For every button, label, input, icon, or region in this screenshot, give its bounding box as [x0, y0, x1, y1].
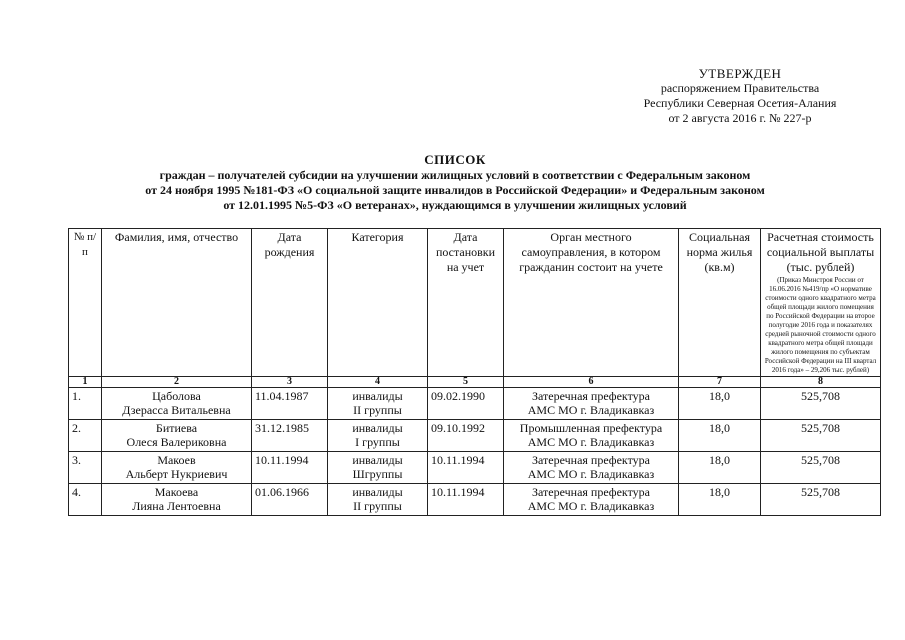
row-cost: 525,708: [761, 484, 881, 516]
document-subtitle-2: от 24 ноября 1995 №181-ФЗ «О социальной защите инвалидов в Российской Федерации» и Федеральным законом: [145, 183, 765, 197]
row-norm: 18,0: [679, 484, 761, 516]
row-category-line-1: инвалиды: [352, 421, 403, 435]
header-category: Категория: [328, 229, 428, 377]
header-cost-label: Расчетная стоимость социальной выплаты (тыс. рублей): [766, 230, 875, 274]
table-header-row: [69, 229, 881, 377]
header-num: № п/п: [69, 229, 102, 377]
row-reg-date: 09.10.1992: [428, 420, 504, 452]
row-birth: 10.11.1994: [252, 452, 328, 484]
row-category-line-2: Шгруппы: [352, 467, 403, 481]
header-norm: Социальная норма жилья (кв.м): [679, 229, 761, 377]
row-category: [328, 388, 428, 420]
row-organ-line-2: АМС МО г. Владикавказ: [527, 499, 655, 513]
header-organ: Орган местного самоуправления, в котором гражданин состоит на учете: [504, 229, 679, 377]
row-surname: Цаболова: [152, 389, 201, 403]
row-name: [102, 420, 252, 452]
row-organ-line-1: Затеречная префектура: [531, 453, 650, 467]
row-reg-date: 09.02.1990: [428, 388, 504, 420]
row-given-names: Олеся Валериковна: [126, 435, 227, 449]
row-cost: 525,708: [761, 420, 881, 452]
row-birth: 01.06.1966: [252, 484, 328, 516]
document-title: СПИСОК: [424, 152, 486, 167]
row-given-names: Лияна Лентоевна: [132, 499, 221, 513]
column-numbers-row: [69, 377, 881, 388]
row-surname: Макоева: [154, 485, 199, 499]
row-reg-date: 10.11.1994: [428, 484, 504, 516]
row-num: 2.: [69, 420, 102, 452]
row-organ-line-2: АМС МО г. Владикавказ: [527, 467, 655, 481]
row-organ-line-2: АМС МО г. Владикавказ: [527, 435, 655, 449]
row-organ: [504, 484, 679, 516]
row-organ-line-1: Промышленная префектура: [519, 421, 663, 435]
column-number: 1: [69, 377, 102, 388]
row-num: 4.: [69, 484, 102, 516]
row-organ-line-1: Затеречная префектура: [531, 389, 650, 403]
approval-heading: УТВЕРЖДЕН: [698, 66, 782, 81]
row-category-line-2: II группы: [353, 499, 402, 513]
document-subtitle-3: от 12.01.1995 №5-ФЗ «О ветеранах», нуждающимся в улучшении жилищных условий: [223, 198, 687, 212]
recipients-table: [68, 228, 881, 516]
row-surname: Макоев: [157, 453, 196, 467]
table-row: [69, 452, 881, 484]
row-category: [328, 420, 428, 452]
row-cost: 525,708: [761, 452, 881, 484]
header-birth: Дата рождения: [252, 229, 328, 377]
column-number: 7: [679, 377, 761, 388]
approval-line-3: от 2 августа 2016 г. № 227-р: [668, 111, 812, 125]
header-cost-note: (Приказ Минстроя России от 16.06.2016 №419/пр «О нормативе стоимости одного квадратного метра общей площади жилого помещения по Российской Федерации на второе полугодие 2016 года и показателях средней рыночной стоимости одного квадратного метра общей площади жилого помещения по субъектам Российской Федерации на III квартал 2016 года» – 29,206 тыс. рублей): [764, 276, 877, 374]
row-surname: Битиева: [155, 421, 198, 435]
table-row: [69, 484, 881, 516]
approval-stamp: [600, 66, 880, 126]
row-name: [102, 452, 252, 484]
row-num: 3.: [69, 452, 102, 484]
row-organ-line-2: АМС МО г. Владикавказ: [527, 403, 655, 417]
row-organ: [504, 452, 679, 484]
row-organ: [504, 388, 679, 420]
header-cost: [761, 229, 881, 377]
approval-line-1: распоряжением Правительства: [660, 81, 820, 95]
column-number: 2: [102, 377, 252, 388]
row-category-line-1: инвалиды: [352, 485, 403, 499]
row-given-names: Дзерасса Витальевна: [122, 403, 231, 417]
row-name: [102, 484, 252, 516]
row-given-names: Альберт Нукриевич: [125, 467, 228, 481]
column-number: 6: [504, 377, 679, 388]
row-num: 1.: [69, 388, 102, 420]
row-cost: 525,708: [761, 388, 881, 420]
row-category-line-1: инвалиды: [352, 389, 403, 403]
row-birth: 11.04.1987: [252, 388, 328, 420]
row-norm: 18,0: [679, 452, 761, 484]
document-heading: [60, 152, 850, 213]
row-norm: 18,0: [679, 420, 761, 452]
column-number: 3: [252, 377, 328, 388]
column-number: 8: [761, 377, 881, 388]
row-organ-line-1: Затеречная префектура: [531, 485, 650, 499]
column-number: 4: [328, 377, 428, 388]
row-category-line-2: I группы: [355, 435, 400, 449]
table-row: [69, 388, 881, 420]
row-category: [328, 484, 428, 516]
row-norm: 18,0: [679, 388, 761, 420]
column-number: 5: [428, 377, 504, 388]
header-name: Фамилия, имя, отчество: [102, 229, 252, 377]
table-row: [69, 420, 881, 452]
row-category-line-2: II группы: [353, 403, 402, 417]
row-name: [102, 388, 252, 420]
row-reg-date: 10.11.1994: [428, 452, 504, 484]
row-category-line-1: инвалиды: [352, 453, 403, 467]
approval-line-2: Республики Северная Осетия-Алания: [643, 96, 837, 110]
row-organ: [504, 420, 679, 452]
document-subtitle-1: граждан – получателей субсидии на улучшении жилищных условий в соответствии с Федеральным законом: [159, 168, 751, 182]
header-reg-date: Дата постановки на учет: [428, 229, 504, 377]
row-category: [328, 452, 428, 484]
row-birth: 31.12.1985: [252, 420, 328, 452]
